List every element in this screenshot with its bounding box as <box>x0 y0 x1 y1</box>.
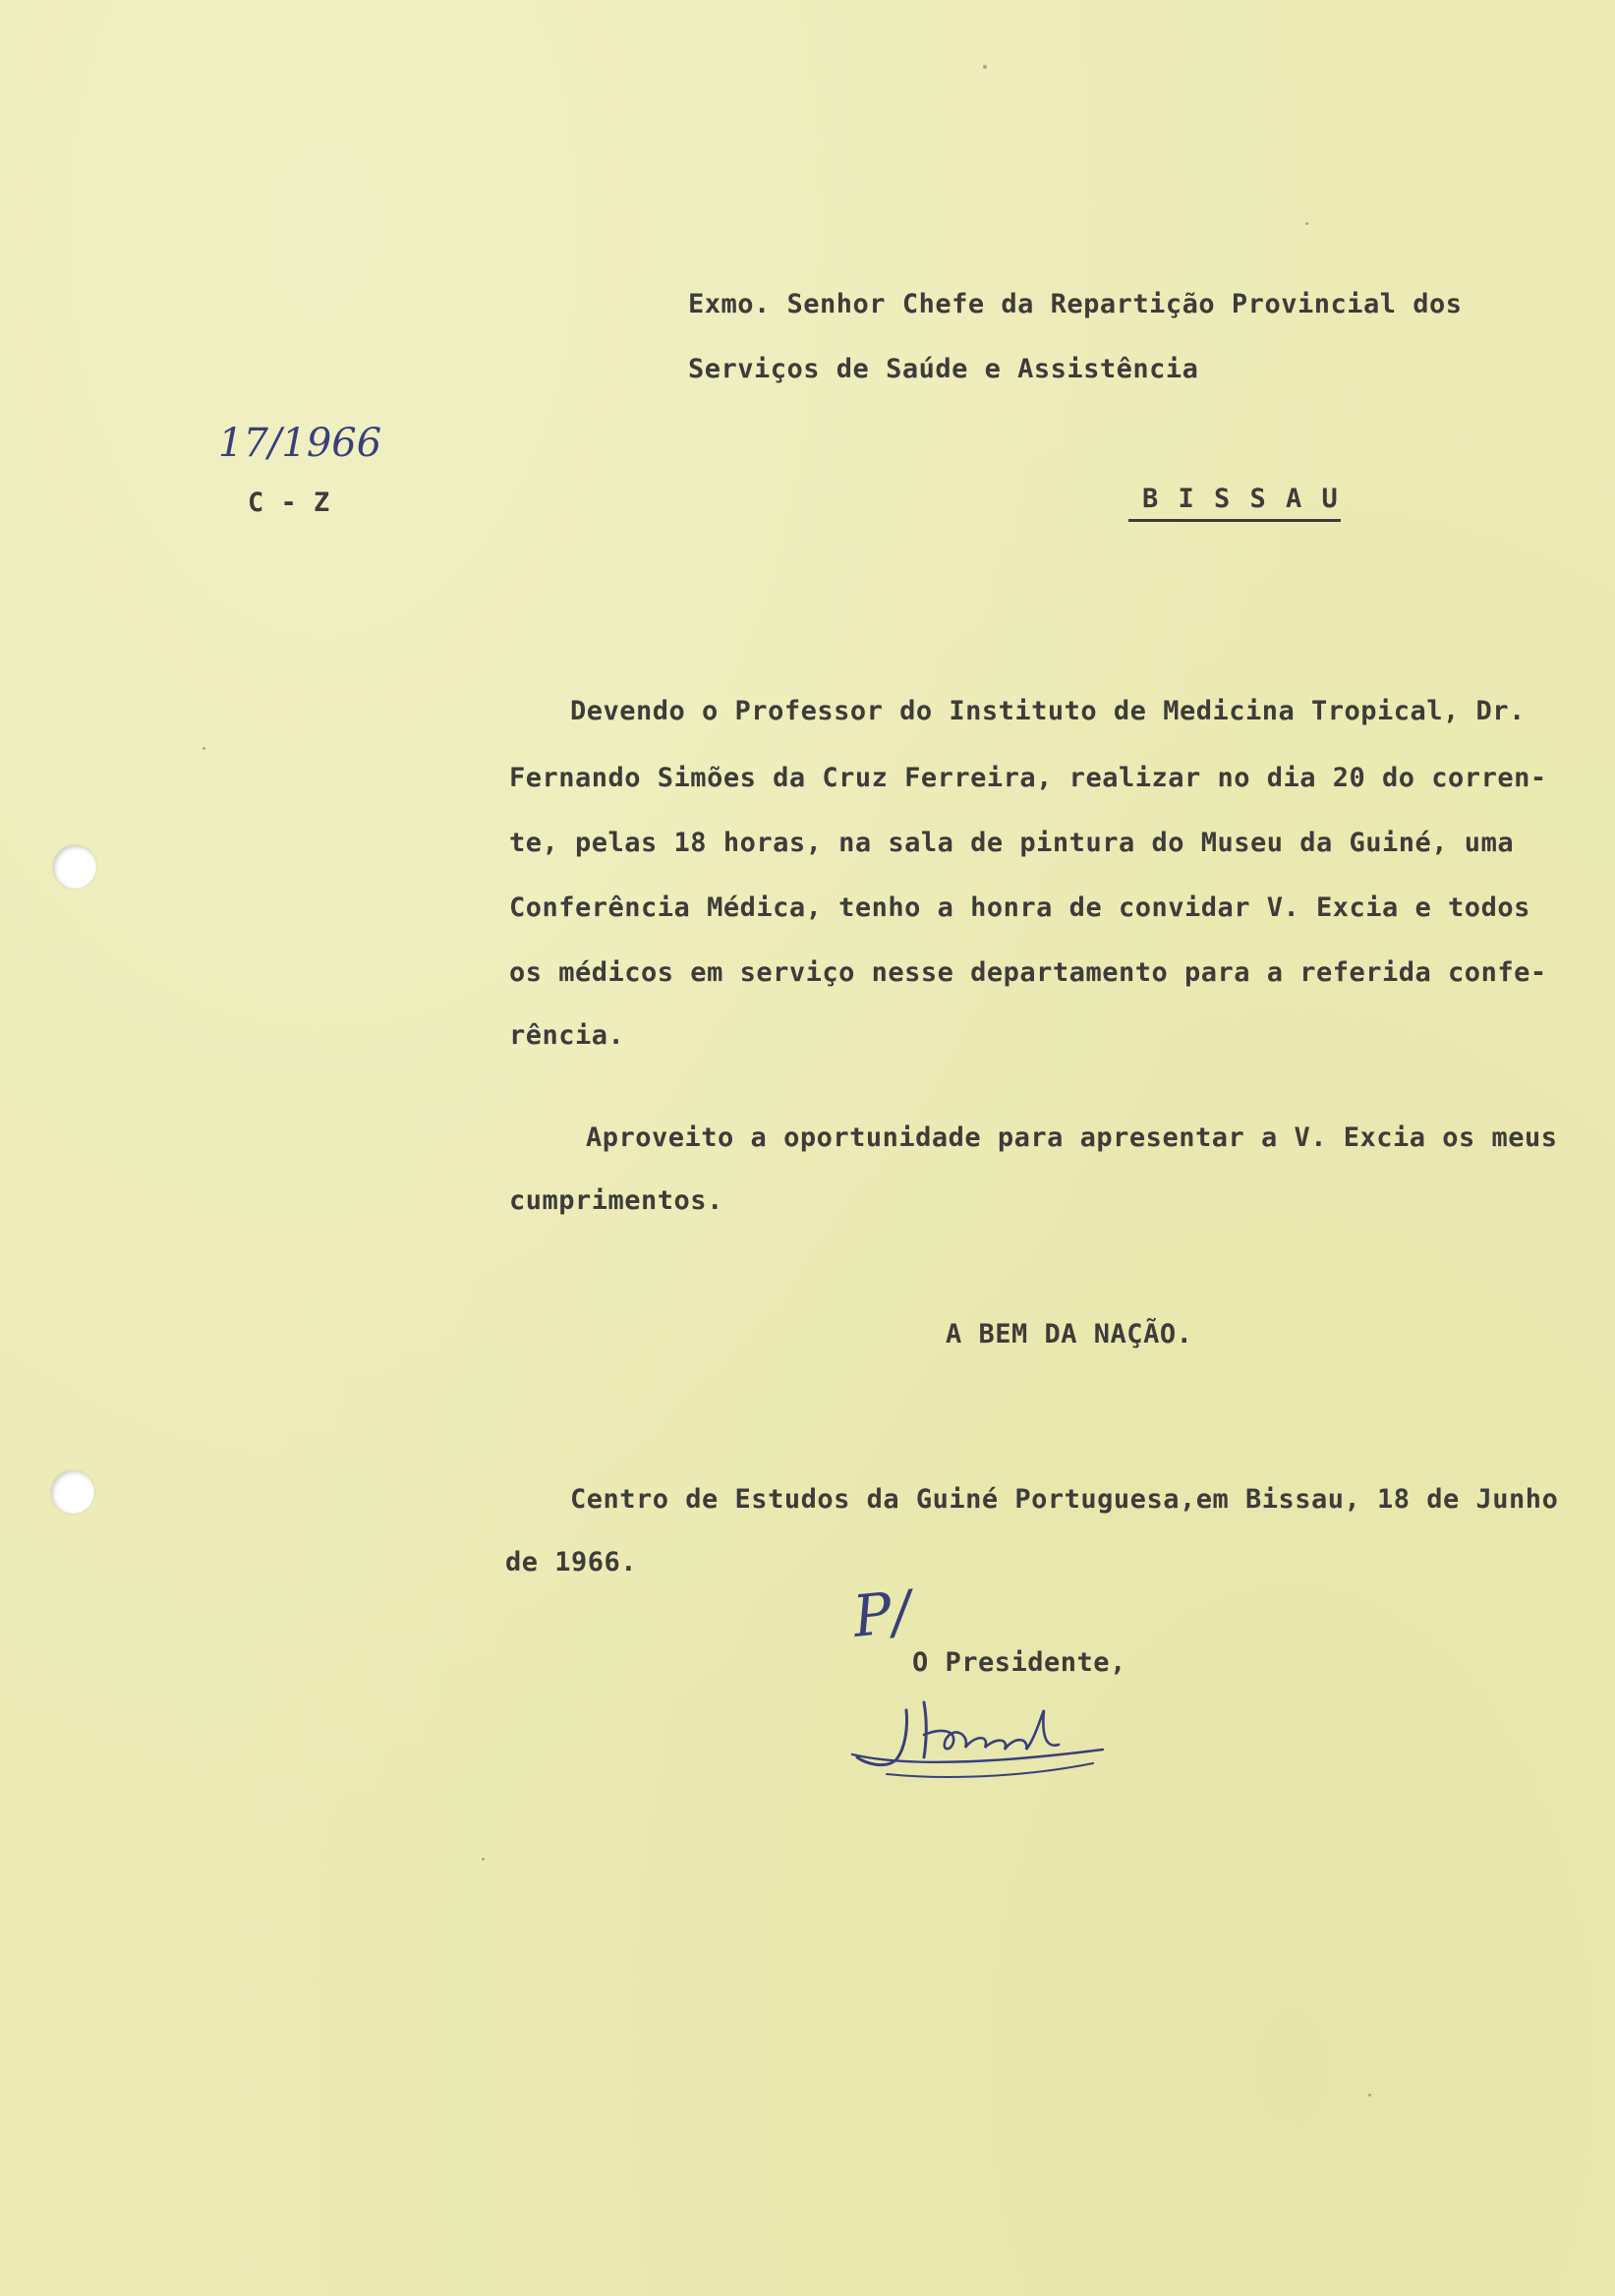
paper-speck <box>482 1858 485 1861</box>
paragraph-1-line-5: os médicos em serviço nesse departamento para a referida confe- <box>509 957 1547 988</box>
place-date-line-2: de 1966. <box>505 1547 638 1578</box>
reference-number: 17/1966 <box>218 421 382 466</box>
addressee-line-2: Serviços de Saúde e Assistência <box>688 354 1199 384</box>
paragraph-1-line-1: Devendo o Professor do Instituto de Medicina Tropical, Dr. <box>570 696 1526 726</box>
paragraph-1-line-2: Fernando Simões da Cruz Ferreira, realizar no dia 20 do corren- <box>509 763 1547 793</box>
paper-speck <box>983 65 987 69</box>
city-underline <box>1128 519 1341 522</box>
closing-salutation: A BEM DA NAÇÃO. <box>946 1319 1193 1349</box>
paragraph-2-line-1: Aproveito a oportunidade para apresentar a V. Excia os meus <box>586 1122 1558 1153</box>
paper-speck <box>202 747 205 750</box>
punch-hole-bottom <box>51 1470 94 1514</box>
paper-speck <box>1368 2094 1371 2096</box>
paragraph-2-line-2: cumprimentos. <box>509 1185 723 1216</box>
signature-image <box>847 1681 1123 1789</box>
paper-speck <box>1305 222 1308 225</box>
paragraph-1-line-3: te, pelas 18 horas, na sala de pintura do Museu da Guiné, uma <box>509 828 1515 858</box>
addressee-line-1: Exmo. Senhor Chefe da Repartição Provincial dos <box>688 289 1463 319</box>
pp-mark: P/ <box>849 1578 914 1650</box>
addressee-city: B I S S A U <box>1142 484 1340 514</box>
signatory-title: O Presidente, <box>912 1647 1126 1678</box>
signature-icon <box>847 1681 1123 1789</box>
punch-hole-top <box>53 845 96 889</box>
paragraph-1-line-4: Conferência Médica, tenho a honra de convidar V. Excia e todos <box>509 892 1530 923</box>
paragraph-1-line-6: rência. <box>509 1020 625 1051</box>
reference-code: C - Z <box>248 488 330 518</box>
place-date-line-1: Centro de Estudos da Guiné Portuguesa,em Bissau, 18 de Junho <box>570 1484 1559 1515</box>
